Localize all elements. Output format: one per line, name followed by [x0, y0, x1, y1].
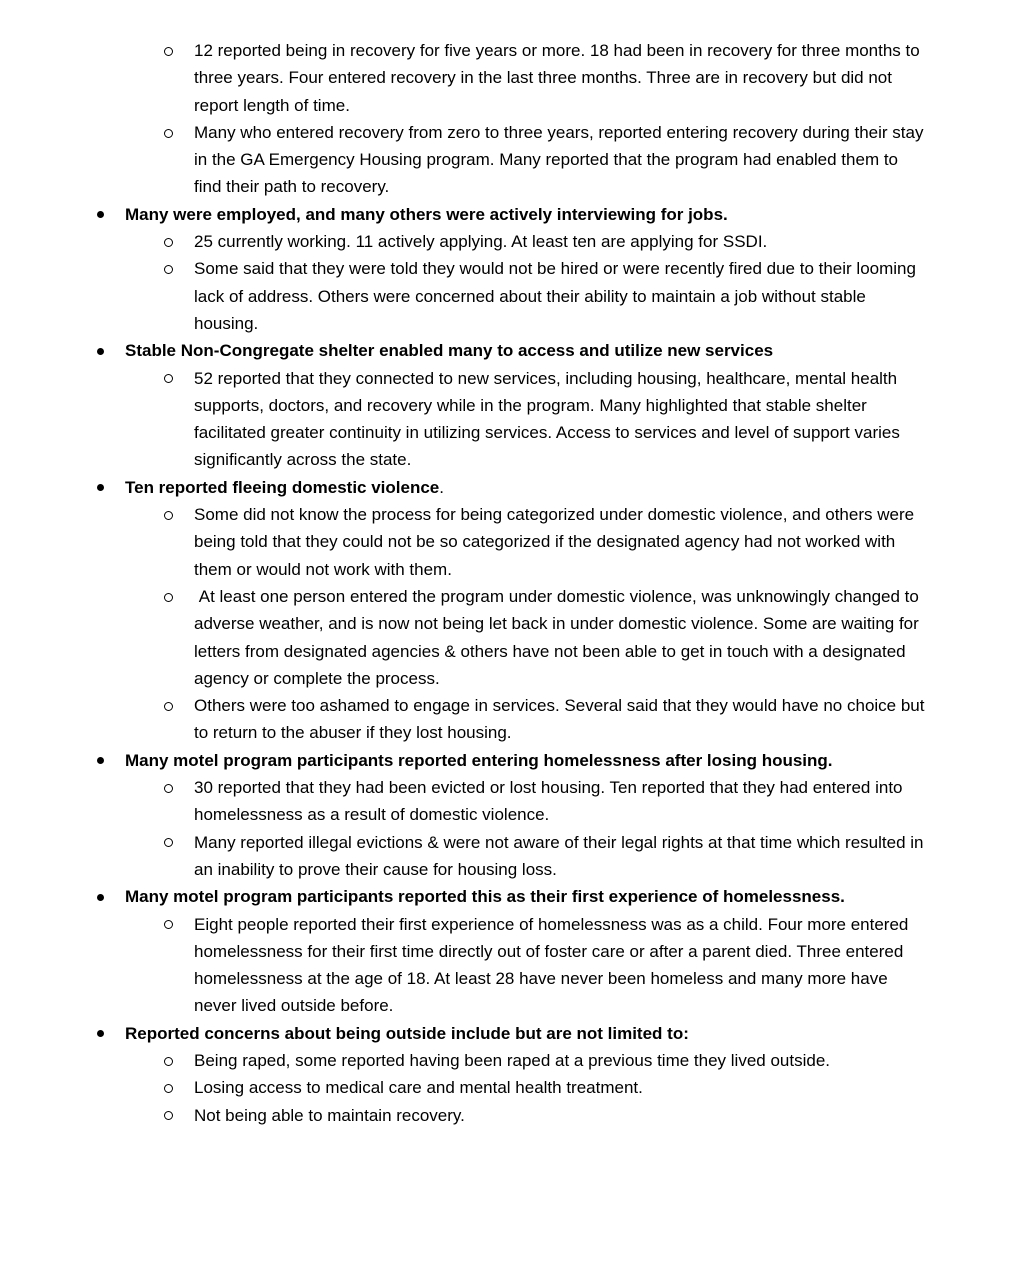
bullet-item	[95, 337, 927, 364]
bullet-heading-text	[125, 201, 927, 228]
sub-bullet-text: Many who entered recovery from zero to three years, reported entering recovery during their stay in the GA Emergency Housing program. Many reported that the program had enabled them to find their path to recovery.	[194, 122, 929, 197]
sub-bullet-text: 25 currently working. 11 actively applying. At least ten are applying for SSDI.	[194, 232, 768, 252]
sub-bullet-text: 12 reported being in recovery for five years or more. 18 had been in recovery for three months to three years. Four entered recovery in the last three months. Three are in recovery but did not report length of time.	[194, 41, 925, 115]
bullet-heading-bold: Ten reported fleeing domestic violence	[125, 477, 440, 497]
open-circle-bullet-icon	[164, 784, 173, 793]
sub-bullet-item	[95, 692, 930, 747]
bullet-heading-bold: Stable Non-Congregate shelter enabled many to access and utilize new services	[125, 341, 774, 361]
open-circle-bullet-icon	[164, 1111, 173, 1120]
sub-bullet-item	[95, 501, 927, 583]
document-page	[95, 37, 930, 1129]
bullet-heading-text	[125, 474, 927, 501]
bullet-heading-bold: Many were employed, and many others were actively interviewing for jobs.	[125, 204, 728, 224]
open-circle-bullet-icon	[164, 47, 173, 56]
bullet-heading-bold: Many motel program participants reported entering homelessness after losing housing.	[125, 750, 833, 770]
bullet-heading-text	[125, 747, 927, 774]
open-circle-bullet-icon	[164, 838, 173, 847]
sub-bullet-item	[95, 829, 927, 884]
sub-bullet-item	[95, 774, 927, 829]
bullet-heading-text	[125, 1020, 927, 1047]
sub-bullet-item	[95, 255, 927, 337]
filled-bullet-icon	[97, 211, 104, 218]
sub-bullet-text: Not being able to maintain recovery.	[194, 1105, 465, 1125]
sub-bullet-text: Being raped, some reported having been raped at a previous time they lived outside.	[194, 1050, 831, 1070]
sub-bullet-text: At least one person entered the program under domestic violence, was unknowingly changed to adverse weather, and is now not being let back in under domestic violence. Some are waiting for letters from designated agencies & others have not been able to get in touch with a designated agency or complete the process.	[194, 586, 924, 688]
sub-bullet-text: Some did not know the process for being categorized under domestic violence, and others were being told that they could not be so categorized if the designated agency had not worked with them or would not work with them.	[194, 505, 919, 579]
open-circle-bullet-icon	[164, 593, 173, 602]
open-circle-bullet-icon	[164, 129, 173, 138]
open-circle-bullet-icon	[164, 1057, 173, 1066]
bullet-item	[95, 883, 927, 910]
sub-bullet-item	[95, 911, 927, 1020]
sub-bullet-text: Eight people reported their first experience of homelessness was as a child. Four more entered homelessness for their first time directly out of foster care or after a parent died. Three entered homelessness at the age of 18. At least 28 have never been homeless and many more have never lived outside before.	[194, 914, 914, 1016]
sub-bullet-item	[95, 119, 927, 201]
open-circle-bullet-icon	[164, 920, 173, 929]
sub-bullet-text: Many reported illegal evictions & were not aware of their legal rights at that time which resulted in an inability to prove their cause for housing loss.	[194, 832, 929, 879]
sub-bullet-item	[95, 1102, 927, 1129]
bullet-heading-text	[125, 337, 927, 364]
open-circle-bullet-icon	[164, 1084, 173, 1093]
sub-bullet-text: Some said that they were told they would not be hired or were recently fired due to their looming lack of address. Others were concerned about their ability to maintain a job without stable housing.	[194, 259, 921, 333]
sub-bullet-item	[95, 228, 927, 255]
filled-bullet-icon	[97, 894, 104, 901]
open-circle-bullet-icon	[164, 238, 173, 247]
bullet-item	[95, 747, 927, 774]
open-circle-bullet-icon	[164, 374, 173, 383]
sub-bullet-text: Losing access to medical care and mental health treatment.	[194, 1078, 643, 1098]
sub-bullet-text: 30 reported that they had been evicted or lost housing. Ten reported that they had entered into homelessness as a result of domestic violence.	[194, 778, 908, 825]
sub-bullet-text: Others were too ashamed to engage in services. Several said that they would have no choice but to return to the abuser if they lost housing.	[194, 696, 930, 743]
filled-bullet-icon	[97, 1030, 104, 1037]
sub-bullet-item	[95, 1047, 927, 1074]
filled-bullet-icon	[97, 348, 104, 355]
open-circle-bullet-icon	[164, 265, 173, 274]
sub-bullet-item	[95, 1074, 927, 1101]
bullet-heading-suffix: .	[439, 477, 444, 497]
bullet-heading-bold: Reported concerns about being outside include but are not limited to:	[125, 1023, 689, 1043]
bullet-heading-bold: Many motel program participants reported this as their first experience of homelessness.	[125, 887, 845, 907]
filled-bullet-icon	[97, 757, 104, 764]
sub-bullet-item	[95, 583, 927, 692]
bullet-item	[95, 1020, 927, 1047]
open-circle-bullet-icon	[164, 702, 173, 711]
sub-bullet-item	[95, 365, 927, 474]
bullet-item	[95, 201, 927, 228]
open-circle-bullet-icon	[164, 511, 173, 520]
filled-bullet-icon	[97, 484, 104, 491]
sub-bullet-item	[95, 37, 927, 119]
bullet-heading-text	[125, 883, 927, 910]
bullet-item	[95, 474, 927, 501]
sub-bullet-text: 52 reported that they connected to new services, including housing, healthcare, mental health supports, doctors, and recovery while in the program. Many highlighted that stable shelter facilitated greater continuity in utilizing services. Access to services and level of support varies significantly across the state.	[194, 368, 905, 470]
